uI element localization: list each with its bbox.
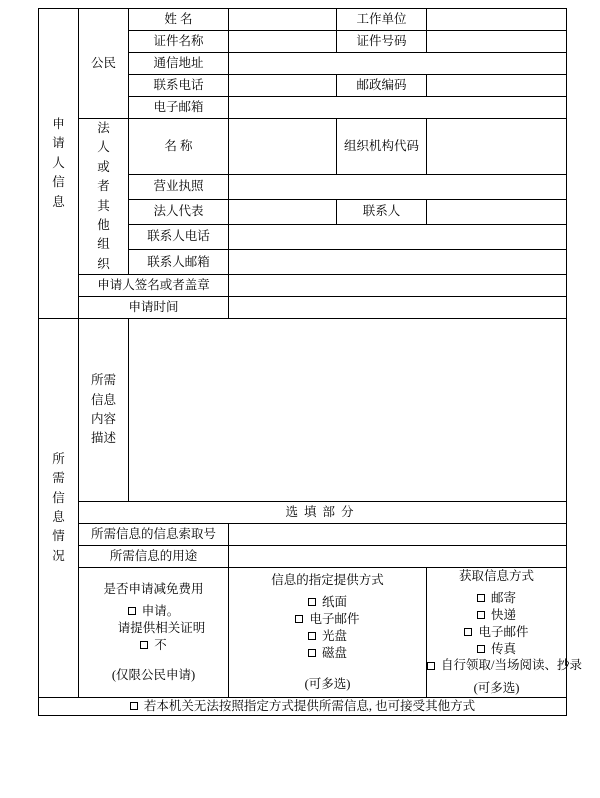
field-citizen-name[interactable] <box>229 9 337 31</box>
provide-method-title: 信息的指定提供方式 <box>271 573 384 588</box>
label-citizen-name: 姓 名 <box>129 9 229 31</box>
label-id-type: 证件名称 <box>129 31 229 53</box>
field-contact-email[interactable] <box>229 249 567 274</box>
provide-method-note: (可多选) <box>304 676 351 691</box>
obtain-method-option-mail[interactable]: 邮寄 <box>427 590 566 607</box>
fee-reduction-option-proof: 请提供相关证明 <box>117 620 206 635</box>
field-content-description[interactable] <box>129 319 567 502</box>
label-contact-phone: 联系人电话 <box>129 224 229 249</box>
field-business-license[interactable] <box>229 174 567 199</box>
label-purpose: 所需信息的用途 <box>79 546 229 568</box>
obtain-method-option-fax[interactable]: 传真 <box>427 641 566 658</box>
section-requested-info-label: 所 需 信 息 情 况 <box>52 451 65 563</box>
field-contact-person[interactable] <box>427 199 567 224</box>
table-row <box>39 546 567 568</box>
provide-method-option-email[interactable]: 电子邮件 <box>229 611 426 628</box>
label-content-description-text: 所需 信息 内容 描述 <box>90 373 116 446</box>
label-contact-email: 联系人邮箱 <box>129 249 229 274</box>
field-entity-name[interactable] <box>229 119 337 175</box>
label-signature: 申请人签名或者盖章 <box>79 275 229 297</box>
label-entity-name: 名 称 <box>129 119 229 175</box>
field-address[interactable] <box>229 53 567 75</box>
provide-method-block <box>229 568 427 698</box>
footer-note-text: 若本机关无法按照指定方式提供所需信息, 也可接受其他方式 <box>143 699 476 714</box>
table-row <box>39 297 567 319</box>
obtain-method-title: 获取信息方式 <box>458 569 534 583</box>
field-purpose[interactable] <box>229 546 567 568</box>
fee-reduction-title: 是否申请减免费用 <box>103 581 204 596</box>
provide-method-option-paper[interactable]: 纸面 <box>229 594 426 611</box>
field-id-type[interactable] <box>229 31 337 53</box>
field-legal-rep[interactable] <box>229 199 337 224</box>
checkbox-icon[interactable] <box>308 632 316 640</box>
checkbox-icon[interactable] <box>477 594 485 602</box>
provide-method-option-disk[interactable]: 磁盘 <box>229 645 426 662</box>
label-apply-time: 申请时间 <box>79 297 229 319</box>
footer-note-row[interactable] <box>39 698 567 716</box>
checkbox-icon[interactable] <box>464 628 472 636</box>
checkbox-icon[interactable] <box>427 662 435 670</box>
label-business-license: 营业执照 <box>129 174 229 199</box>
group-legal-entity <box>79 119 129 275</box>
table-row <box>39 524 567 546</box>
table-row <box>39 275 567 297</box>
checkbox-icon[interactable] <box>295 615 303 623</box>
checkbox-icon[interactable] <box>308 598 316 606</box>
field-signature[interactable] <box>229 275 567 297</box>
table-row <box>39 119 567 175</box>
checkbox-icon[interactable] <box>308 649 316 657</box>
fee-reduction-block <box>79 568 229 698</box>
field-index-number[interactable] <box>229 524 567 546</box>
field-id-number[interactable] <box>427 31 567 53</box>
group-citizen <box>79 9 129 119</box>
fee-reduction-note: (仅限公民申请) <box>111 668 196 683</box>
checkbox-icon[interactable] <box>140 641 148 649</box>
label-work-unit: 工作单位 <box>337 9 427 31</box>
table-row <box>39 502 567 524</box>
label-address: 通信地址 <box>129 53 229 75</box>
field-email[interactable] <box>229 97 567 119</box>
optional-section-title: 选填部分 <box>79 502 567 524</box>
checkbox-icon[interactable] <box>477 645 485 653</box>
section-applicant-info-label: 申 请 人 信 息 <box>52 117 65 209</box>
checkbox-icon[interactable] <box>128 607 136 615</box>
group-legal-entity-label: 法 人 或 者 其 他 组 织 <box>97 121 110 271</box>
label-index-number: 所需信息的信息索取号 <box>79 524 229 546</box>
label-id-number: 证件号码 <box>337 31 427 53</box>
field-postal-code[interactable] <box>427 75 567 97</box>
section-applicant-info <box>39 9 79 319</box>
table-row <box>39 568 567 698</box>
fee-reduction-option-no[interactable]: 不 <box>79 637 228 654</box>
section-requested-info <box>39 319 79 698</box>
field-phone[interactable] <box>229 75 337 97</box>
obtain-method-option-email[interactable]: 电子邮件 <box>427 624 566 641</box>
spacer <box>79 653 228 661</box>
obtain-method-option-pickup[interactable]: 自行领取/当场阅读、抄录 <box>427 657 566 674</box>
obtain-method-option-express[interactable]: 快递 <box>427 607 566 624</box>
obtain-method-block <box>427 568 582 698</box>
table-row <box>39 319 567 502</box>
checkbox-icon[interactable] <box>130 702 138 710</box>
table-row <box>39 698 567 716</box>
provide-method-option-cd[interactable]: 光盘 <box>229 628 426 645</box>
field-org-code[interactable] <box>427 119 567 175</box>
field-work-unit[interactable] <box>427 9 567 31</box>
field-contact-phone[interactable] <box>229 224 567 249</box>
label-org-code: 组织机构代码 <box>337 119 427 175</box>
label-phone: 联系电话 <box>129 75 229 97</box>
group-citizen-label: 公民 <box>90 56 116 71</box>
obtain-method-note: (可多选) <box>473 681 520 696</box>
field-apply-time[interactable] <box>229 297 567 319</box>
table-row <box>39 9 567 31</box>
spacer <box>229 662 426 670</box>
checkbox-icon[interactable] <box>477 611 485 619</box>
information-request-form <box>38 8 582 716</box>
label-postal-code: 邮政编码 <box>337 75 427 97</box>
label-contact-person: 联系人 <box>337 199 427 224</box>
label-content-description <box>79 319 129 502</box>
label-email: 电子邮箱 <box>129 97 229 119</box>
label-legal-rep: 法人代表 <box>129 199 229 224</box>
fee-reduction-option-apply[interactable]: 申请。 <box>79 603 228 620</box>
